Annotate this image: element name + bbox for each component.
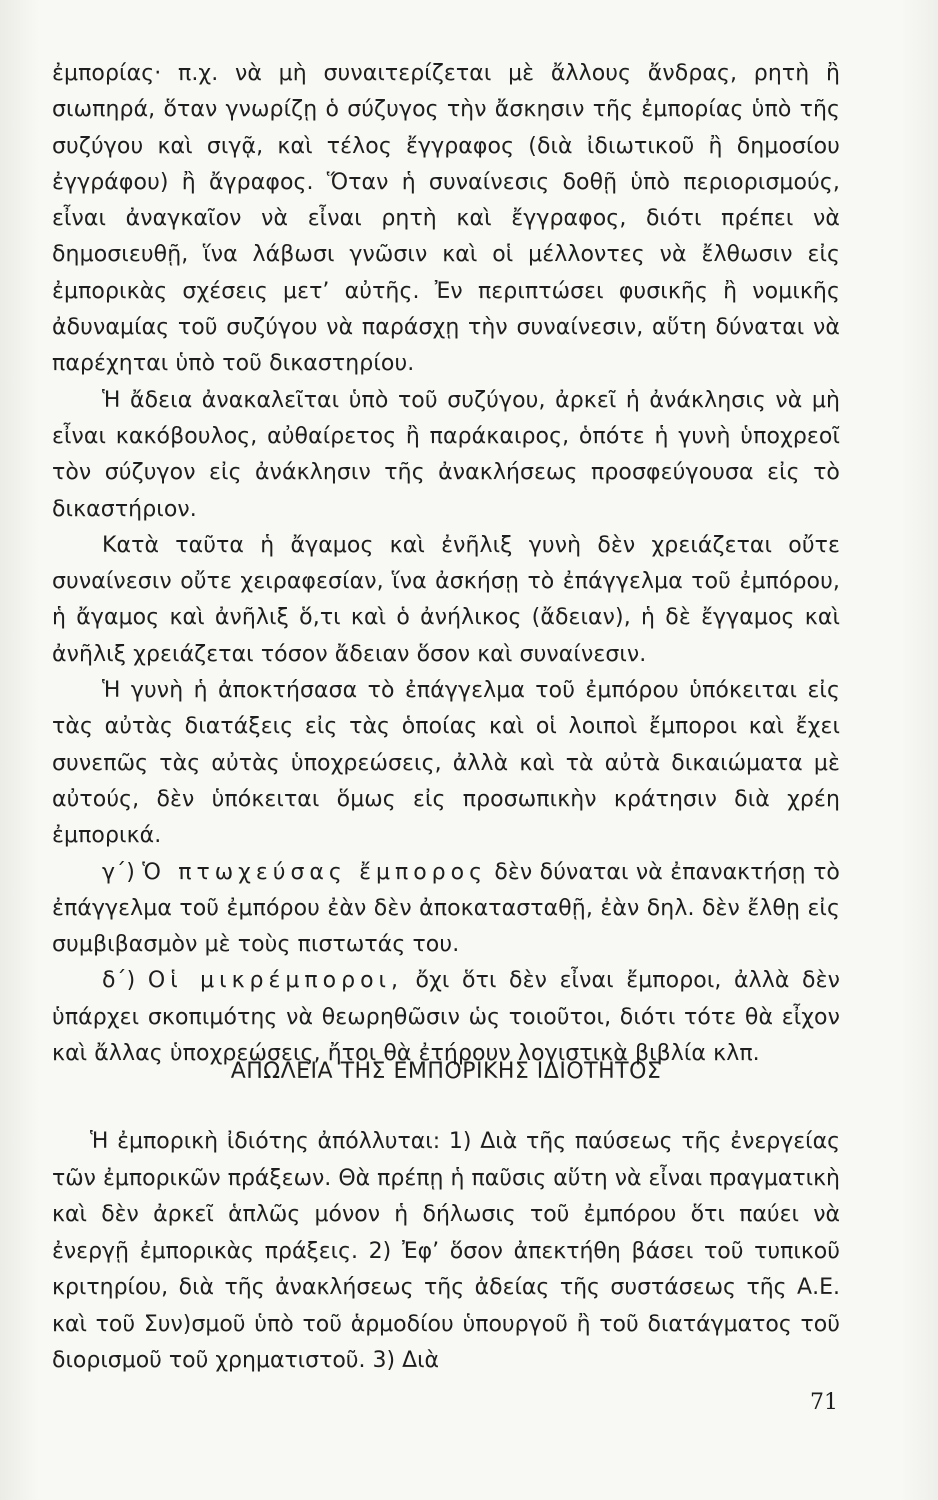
paragraph-d-text: ὄχι ὅτι δὲν εἶναι ἔμποροι, ἀλλὰ δὲν ὑπάρχει σκοπιμότης νὰ θεωρηθῶσιν ὡς τοιοῦτοι, διότι τότε θὰ εἶχον καὶ ἄλλας ὑποχρεώσεις, ἤτοι θὰ ἐτήρουν λογιστικὰ βιβλία κλπ. xyxy=(52,968,840,1067)
main-text xyxy=(52,56,840,1072)
page-number: 71 xyxy=(810,1390,838,1415)
paragraph-loss-of-status: Ἡ ἐμπορικὴ ἰδιότης ἀπόλλυται: 1) Διὰ τῆς παύσεως τῆς ἐνεργείας τῶν ἐμπορικῶν πράξεων. Θὰ πρέπῃ ἡ παῦσις αὕτη νὰ εἶναι πραγματικὴ καὶ δὲν ἀρκεῖ ἁπλῶς μόνον ἡ δήλωσις τοῦ ἐμπόρου ὅτι παύει νὰ ἐνεργῇ ἐμπορικὰς πράξεις. 2) Ἐφ’ ὅσον ἀπεκτήθη βάσει τοῦ τυπικοῦ κριτηρίου, διὰ τῆς ἀνακλήσεως τῆς ἀδείας τῆς συστάσεως τῆς Α.Ε. καὶ τοῦ Συν)σμοῦ ὑπὸ τοῦ ἁρμοδίου ὑπουργοῦ ἢ τοῦ διατάγματος τοῦ διορισμοῦ τοῦ χρηματιστοῦ. 3) Διὰ xyxy=(52,1129,840,1373)
paragraph-unmarried-woman: Κατὰ ταῦτα ἡ ἄγαμος καὶ ἐνῆλιξ γυνὴ δὲν χρειάζεται οὔτε συναίνεσιν οὔτε χειραφεσίαν, ἵνα ἀσκήσῃ τὸ ἐπάγγελμα τοῦ ἐμπόρου, ἡ ἄγαμος καὶ ἀνῆλιξ ὅ,τι καὶ ὁ ἀνήλικος (ἄδειαν), ἡ δὲ ἔγγαμος καὶ ἀνῆλιξ χρειάζεται τόσον ἄδειαν ὅσον καὶ συναίνεσιν. xyxy=(52,532,840,667)
paragraph-bankrupt-merchant xyxy=(52,855,840,964)
paragraph-woman-merchant: Ἡ γυνὴ ἡ ἀποκτήσασα τὸ ἐπάγγελμα τοῦ ἐμπόρου ὑπόκειται εἰς τὰς αὐτὰς διατάξεις εἰς τὰς ὁποίας καὶ οἱ λοιποὶ ἔμποροι καὶ ἔχει συνεπῶς τὰς αὐτὰς ὑποχρεώσεις, ἀλλὰ καὶ τὰ αὐτὰ δικαιώματα μὲ αὐτούς, δὲν ὑπόκειται ὅμως εἰς προσωπικὴν κράτησιν διὰ χρέη ἐμπορικά. xyxy=(52,678,840,849)
paragraph-continued: ἐμπορίας· π.χ. νὰ μὴ συναιτερίζεται μὲ ἄλλους ἄνδρας, ρητὴ ἢ σιωπηρά, ὅταν γνωρίζῃ ὁ σύζυγος τὴν ἄσκησιν τῆς ἐμπορίας ὑπὸ τῆς συζύγου καὶ σιγᾷ, καὶ τέλος ἔγγραφος (διὰ ἰδιωτικοῦ ἢ δημοσίου ἐγγράφου) ἢ ἄγραφος. Ὅταν ἡ συναίνεσις δοθῇ ὑπὸ περιορισμούς, εἶναι ἀναγκαῖον νὰ εἶναι ρητὴ καὶ ἔγγραφος, διότι πρέπει νὰ δημοσιευθῇ, ἵνα λάβωσι γνῶσιν καὶ οἱ μέλλοντες νὰ ἔλθωσιν εἰς ἐμπορικὰς σχέσεις μετ’ αὐτῆς. Ἐν περιπτώσει φυσικῆς ἢ νομικῆς ἀδυναμίας τοῦ συζύγου νὰ παράσχῃ τὴν συναίνεσιν, αὕτη δύναται νὰ παρέχηται ὑπὸ τοῦ δικαστηρίου. xyxy=(52,61,840,377)
spaced-term-bankrupt: Ὁ πτωχεύσας ἔμπορος xyxy=(142,859,487,885)
paragraph-revocation: Ἡ ἄδεια ἀνακαλεῖται ὑπὸ τοῦ συζύγου, ἀρκεῖ ἡ ἀνάκλησις νὰ μὴ εἶναι κακόβουλος, αὐθαίρετος ἢ παράκαιρος, ὁπότε ἡ γυνὴ ὑποχρεοῖ τὸν σύζυγον εἰς ἀνάκλησιν τῆς ἀνακλήσεως προσφεύγουσα εἰς τὸ δικαστήριον. xyxy=(52,387,840,522)
section-text xyxy=(52,1124,840,1380)
item-label-g: γ΄) xyxy=(102,859,135,885)
paragraph-g-text: δὲν δύναται νὰ ἐπανακτήσῃ τὸ ἐπάγγελμα τοῦ ἐμπόρου ἐὰν δὲν ἀποκατασταθῇ, ἐὰν δηλ. δὲν ἔλθῃ εἰς συμβιβασμὸν μὲ τοὺς πιστωτάς του. xyxy=(52,859,840,958)
section-heading: ΑΠΩΛΕΙΑ ΤΗΣ ΕΜΠΟΡΙΚΗΣ ΙΔΙΟΤΗΤΟΣ xyxy=(230,1059,662,1084)
spaced-term-small-traders: Οἱ μικρέμποροι, xyxy=(147,968,403,994)
item-label-d: δ΄) xyxy=(102,968,136,994)
